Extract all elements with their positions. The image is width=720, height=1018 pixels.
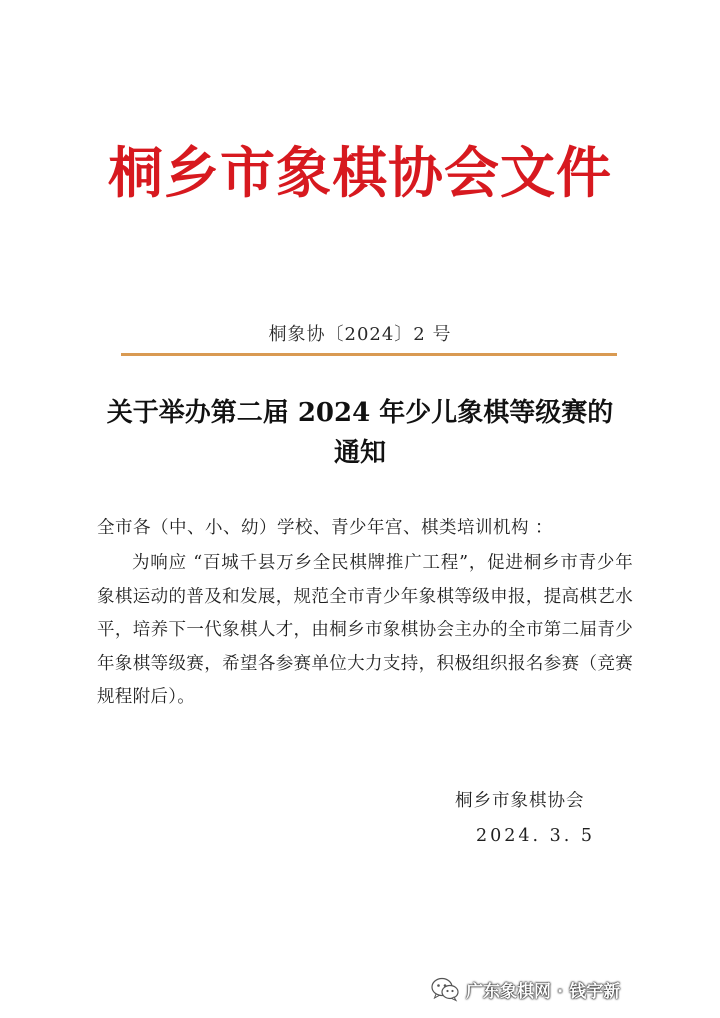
body-paragraph: 为响应 “百城千县万乡全民棋牌推广工程”，促进桐乡市青少年象棋运动的普及和发展，规范全市青少年象棋等级申报，提高棋艺水平，培养下一代象棋人才，由桐乡市象棋协会主办的全市第二届青少年象棋等级赛，希望各参赛单位大力支持，积极组织报名参赛（竞赛规程附后）。 <box>97 553 633 707</box>
document-number: 桐象协〔2024〕2 号 <box>268 324 452 345</box>
wechat-icon <box>430 976 460 1002</box>
issuer-signature: 桐乡市象棋协会 <box>455 791 585 811</box>
title-line-1: 关于举办第二届 2024 年少儿象棋等级赛的 <box>106 398 614 428</box>
title-line-2: 通知 <box>333 438 386 468</box>
source-watermark <box>430 974 620 1004</box>
header-divider <box>121 353 617 356</box>
watermark-text: 广东象棋网 · 钱宇新 <box>466 981 621 1002</box>
document-title <box>0 393 720 473</box>
recipients-line: 全市各（中、小、幼）学校、青少年宫、棋类培训机构 ： <box>97 518 554 538</box>
document-header: 桐乡市象棋协会文件 <box>107 141 612 205</box>
issue-date: 2024. 3. 5 <box>476 826 596 846</box>
